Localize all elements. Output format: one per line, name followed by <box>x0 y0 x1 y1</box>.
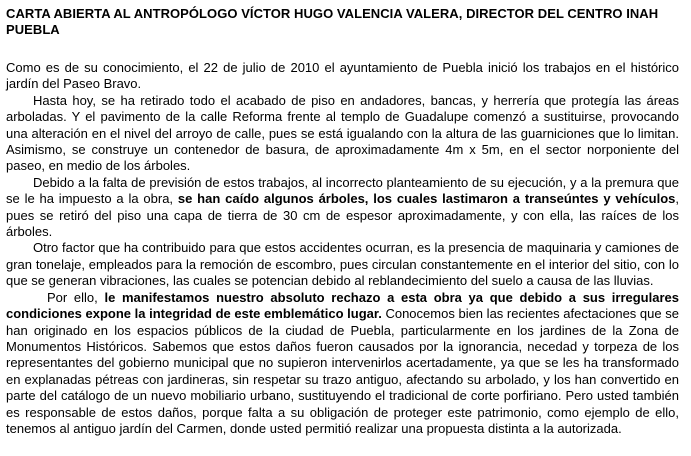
paragraph-3 <box>6 175 679 241</box>
letter-title: CARTA ABIERTA AL ANTROPÓLOGO VÍCTOR HUGO VALENCIA VALERA, DIRECTOR DEL CENTRO INAH PUEBLA <box>6 6 659 37</box>
paragraph-2: Hasta hoy, se ha retirado todo el acabado de piso en andadores, bancas, y herrería que protegía las áreas arboladas. Y el pavimento de la calle Reforma frente al templo de Guadalupe comenzó a sustituirse, provocando una alteración en el nivel del arroyo de calle, pues se está igualando con la altura de las guarniciones que lo limitan. Asimismo, se construye un contenedor de basura, de aproximadamente 4m x 5m, en el sector norponiente del paseo, en medio de los árboles. <box>6 92 679 174</box>
paragraph-5-text-c: Conocemos bien las recientes afectaciones que se han originado en los espacios públicos de la ciudad de Puebla, particularmente en los jardines de la Zona de Monumentos Históricos. Sabemos que estos daños fueron causados por la ignorancia, necedad y torpeza de los representantes del gobierno municipal que no supieron intervenirlos acertadamente, ya que se les ha transformado en explanadas pétreas con jardineras, sin respetar su trazo antiguo, afectando su arbolado, y los han convertido en parte del catálogo de un nuevo mobiliario urbano, sustituyendo el tradicional de corte porfiriano. Pero usted también es responsable de estos daños, porque falta a su obligación de proteger este patrimonio, como ejemplo de ello, tenemos al antiguo jardín del Carmen, donde usted permitió realizar una propuesta distinta a la autorizada. <box>6 306 679 436</box>
paragraph-1: Como es de su conocimiento, el 22 de julio de 2010 el ayuntamiento de Puebla inició los trabajos en el histórico jardín del Paseo Bravo. <box>6 60 679 92</box>
paragraph-4: Otro factor que ha contribuido para que estos accidentes ocurran, es la presencia de maquinaria y camiones de gran tonelaje, empleados para la remoción de escombro, pues circulan constantemente en el interior del sitio, con lo que se generan vibraciones, las cuales se potencian debido al reblandecimiento del suelo a causa de las lluvias. <box>6 240 679 289</box>
paragraph-5 <box>6 290 679 438</box>
paragraph-5-text-a: Por ello, <box>47 289 105 305</box>
paragraph-3-text-c: , pues se retiró del piso una capa de tierra de 30 cm de espesor aproximadamente, y con ella, las raíces de los árboles. <box>6 191 679 240</box>
letter-document <box>6 6 679 437</box>
paragraph-3-bold: se han caído algunos árboles, los cuales lastimaron a transeúntes y vehículos <box>177 191 676 207</box>
paragraph-5-bold: le manifestamos nuestro absoluto rechazo a esta obra ya que debido a sus irregulares condiciones expone la integridad de este emblemático lugar. <box>6 289 679 322</box>
paragraph-3-text-a: Debido a la falta de previsión de estos trabajos, al incorrecto planteamiento de su ejecución, y a la premura que se le ha impuesto a la obra, <box>6 174 679 207</box>
